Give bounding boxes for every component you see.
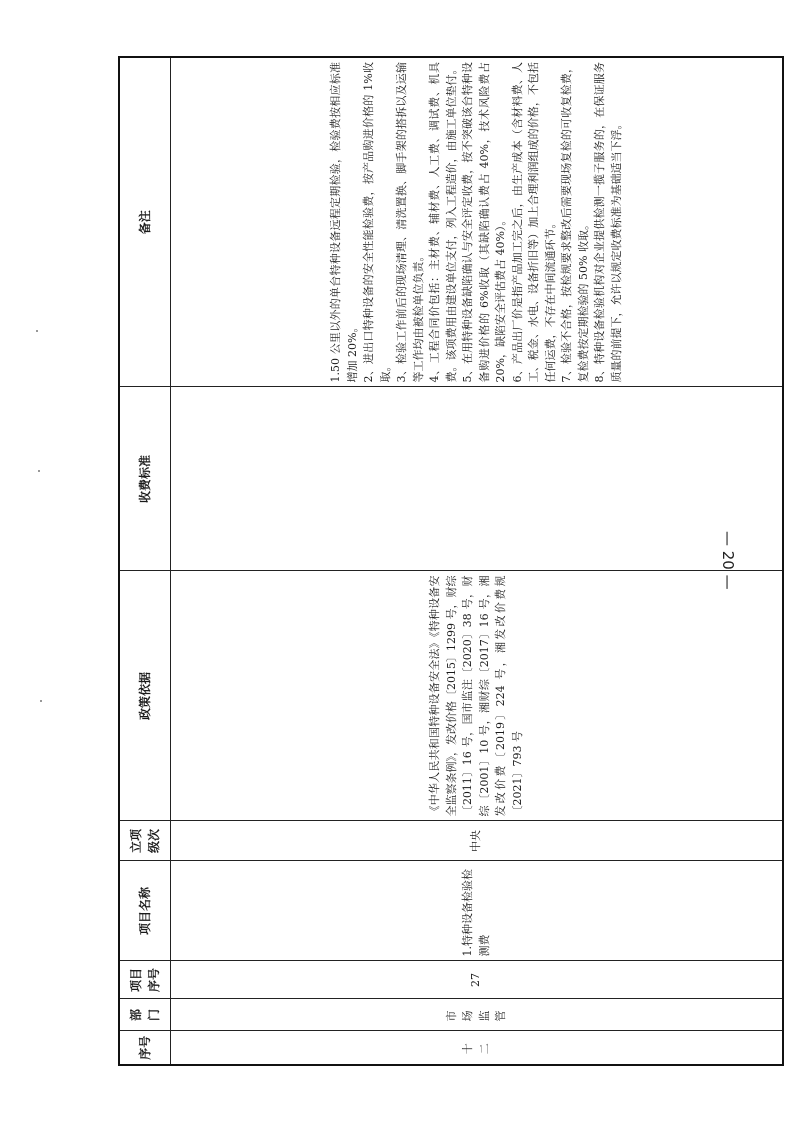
note-line: 3、检验工作前后的现场清理、清洗置换、脚手架的搭拆以及运输等工作均由被检单位负责。: [395, 62, 425, 383]
cell-notes: [171, 57, 784, 387]
header-row: [119, 57, 171, 1065]
cell-standard: [171, 387, 784, 571]
rotated-table-sheet: [118, 58, 784, 1066]
cell-level: 中央: [171, 821, 784, 861]
note-line: 6、产品出厂价是指产品加工完之后，由生产成本（含材料费、人工、税金、水电、设备折旧等）加上合理利润组成的价格，不包括任何运费，不存在中间流通环节。: [510, 62, 557, 383]
page-number: — 20 —: [719, 530, 737, 590]
fee-table: [118, 56, 784, 1066]
header-policy: 政策依据: [119, 571, 171, 821]
scan-speck: [36, 330, 38, 332]
header-standard: 收费标准: [119, 387, 171, 571]
cell-item-no: 27: [171, 961, 784, 999]
cell-dept: 市场监管: [171, 999, 784, 1031]
cell-item-name: 1.特种设备检验检测费: [171, 861, 784, 961]
header-seq: 序号: [119, 1031, 171, 1065]
note-line: 1.50 公里以外的单台特种设备远程定期检验，检验费按相应标准增加 20%。: [329, 62, 359, 383]
note-line: 8、特种设备检验机构对企业提供检测一揽子服务的，在保证服务质量的前提下，允许以规定收费标准为基础适当下浮。: [593, 62, 623, 383]
header-level: 立项级次: [119, 821, 171, 861]
scan-speck: [40, 700, 42, 702]
note-line: 5、在用特种设备缺陷确认与安全评定收费，按不突破该台特种设备购进价格的 6%收取（其缺陷确认费占 40%，技术风险费占 20%，缺陷安全评估费占 40%）。: [461, 62, 507, 383]
header-item-no: 项目序号: [119, 961, 171, 999]
header-dept: 部门: [119, 999, 171, 1031]
cell-seq: 十二: [171, 1031, 784, 1065]
note-line: 4、工程合同价包括：主材费、辅材费、人工费、调试费、机具费。该项费用由建设单位支付，列入工程造价，由施工单位垫付。: [428, 62, 458, 383]
scan-speck: [38, 470, 40, 472]
note-line: 2、进出口特种设备的安全性能检验费，按产品购进价格的 1%收取。: [362, 62, 392, 383]
cell-policy: 《中华人民共和国特种设备安全法》《特种设备安全监察条例》，发改价格〔2015〕1299 号，财综〔2011〕16 号，国市监注〔2020〕38 号，财综〔2001〕10 号，湘财综〔2017〕16 号，湘发改价费〔2019〕224 号，湘发改价费规〔2021〕793 号: [171, 571, 784, 821]
table-row: [171, 57, 784, 1065]
note-line: 7、检验不合格，按检规要求整改后需要现场复检的可收复检费，复检费按定期检验的 50% 收取。: [560, 62, 590, 383]
header-notes: 备注: [119, 57, 171, 387]
header-item-name: 项目名称: [119, 861, 171, 961]
